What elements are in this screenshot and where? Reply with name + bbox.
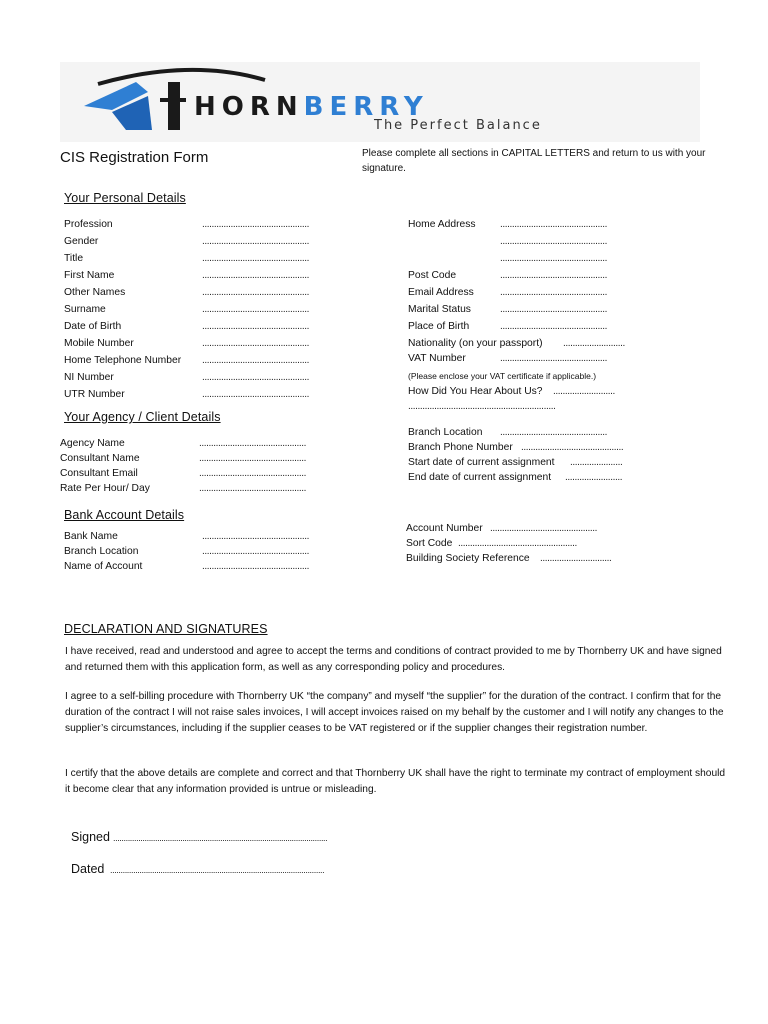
field-how-did-you-hear-line[interactable]: ..............................................................	[408, 401, 556, 412]
label-branch-phone: Branch Phone Number	[408, 442, 513, 453]
label-rate-per-hour: Rate Per Hour/ Day	[60, 483, 150, 494]
label-mobile-number: Mobile Number	[64, 338, 134, 349]
date-field[interactable]: ......................................................................................................	[110, 865, 325, 875]
label-start-date: Start date of current assignment	[408, 457, 555, 468]
declaration-paragraph-3: I certify that the above details are complete and correct and that Thornberry UK shall have the right to terminate my contract of employment should it become clear that any information provided is untrue or misleading.	[65, 768, 726, 795]
field-bank-name[interactable]: .............................................	[202, 531, 310, 542]
field-branch-location[interactable]: .............................................	[500, 427, 608, 438]
signed-label: Signed	[71, 830, 110, 844]
label-utr-number: UTR Number	[64, 389, 125, 400]
label-account-number: Account Number	[406, 523, 483, 534]
label-home-telephone: Home Telephone Number	[64, 355, 182, 366]
field-agency-name[interactable]: .............................................	[199, 438, 307, 449]
field-name-of-account[interactable]: .............................................	[202, 561, 310, 572]
field-date-of-birth[interactable]: .............................................	[202, 321, 310, 332]
field-ni-number[interactable]: .............................................	[202, 372, 310, 383]
label-bank-branch-location: Branch Location	[64, 546, 139, 557]
declaration-heading: DECLARATION AND SIGNATURES	[64, 622, 268, 636]
label-nationality: Nationality (on your passport)	[408, 338, 543, 349]
field-home-address-3[interactable]: .............................................	[500, 253, 608, 264]
field-other-names[interactable]: .............................................	[202, 287, 310, 298]
label-sort-code: Sort Code	[406, 538, 453, 549]
logo-t-bar	[160, 98, 186, 102]
logo-tagline: The Perfect Balance	[374, 118, 542, 133]
form-instructions: Please complete all sections in CAPITAL LETTERS and return to us with your signature.	[362, 148, 706, 174]
label-name-of-account: Name of Account	[64, 561, 143, 572]
field-post-code[interactable]: .............................................	[500, 270, 608, 281]
field-surname[interactable]: .............................................	[202, 304, 310, 315]
field-sort-code[interactable]: ..................................................	[458, 538, 577, 549]
field-marital-status[interactable]: .............................................	[500, 304, 608, 315]
label-title: Title	[64, 253, 84, 264]
field-consultant-email[interactable]: .............................................	[199, 468, 307, 479]
bank-details-heading: Bank Account Details	[64, 508, 185, 522]
label-building-society: Building Society Reference	[406, 553, 530, 564]
field-consultant-name[interactable]: .............................................	[199, 453, 307, 464]
label-first-name: First Name	[64, 270, 115, 281]
label-post-code: Post Code	[408, 270, 457, 281]
field-utr-number[interactable]: .............................................	[202, 389, 310, 400]
declaration-paragraph-1: I have received, read and understood and agree to accept the terms and conditions of contract provided to me by Thornberry UK and have signed and returned them with this application form, as well as any corresponding policy and procedures.	[65, 646, 722, 673]
label-profession: Profession	[64, 219, 113, 230]
label-agency-name: Agency Name	[60, 438, 125, 449]
label-bank-name: Bank Name	[64, 531, 118, 542]
label-consultant-name: Consultant Name	[60, 453, 140, 464]
field-first-name[interactable]: .............................................	[202, 270, 310, 281]
field-home-address-2[interactable]: .............................................	[500, 236, 608, 247]
thornberry-logo	[60, 62, 700, 142]
declaration-paragraph-2: I agree to a self-billing procedure with Thornberry UK “the company” and myself “the supplier” for the duration of the contract. I confirm that for the duration of the contract I will not raise sales invoices, I will accept invoices raised on my behalf by the customer and I will notify any changes to the supplier’s circumstances, including if the supplier ceases to be VAT registered or if the supplier changes their registration number.	[65, 691, 724, 734]
field-home-address-1[interactable]: .............................................	[500, 219, 608, 230]
field-place-of-birth[interactable]: .............................................	[500, 321, 608, 332]
label-surname: Surname	[64, 304, 106, 315]
label-other-names: Other Names	[64, 287, 126, 298]
field-gender[interactable]: .............................................	[202, 236, 310, 247]
label-marital-status: Marital Status	[408, 304, 471, 315]
label-ni-number: NI Number	[64, 372, 114, 383]
agency-details-heading: Your Agency / Client Details	[64, 410, 221, 424]
label-branch-location: Branch Location	[408, 427, 483, 438]
field-mobile-number[interactable]: .............................................	[202, 338, 310, 349]
field-how-did-you-hear[interactable]: ..........................	[553, 386, 615, 397]
label-how-did-you-hear: How Did You Hear About Us?	[408, 386, 543, 397]
label-email: Email Address	[408, 287, 474, 298]
field-end-date[interactable]: ........................	[565, 472, 623, 483]
field-email[interactable]: .............................................	[500, 287, 608, 298]
label-gender: Gender	[64, 236, 99, 247]
field-branch-phone[interactable]: ...........................................	[521, 442, 624, 453]
label-date-of-birth: Date of Birth	[64, 321, 122, 332]
vat-certificate-note: (Please enclose your VAT certificate if applicable.)	[408, 371, 597, 381]
field-bank-branch-location[interactable]: .............................................	[202, 546, 310, 557]
label-place-of-birth: Place of Birth	[408, 321, 470, 332]
logo-t-pillar	[168, 82, 180, 130]
logo-wordmark: HORNBERRY	[194, 92, 429, 122]
personal-details-heading: Your Personal Details	[64, 191, 186, 205]
label-end-date: End date of current assignment	[408, 472, 552, 483]
field-building-society[interactable]: ..............................	[540, 553, 612, 564]
field-profession[interactable]: .............................................	[202, 219, 310, 230]
field-nationality[interactable]: ..........................	[563, 338, 625, 349]
field-vat-number[interactable]: .............................................	[500, 353, 608, 364]
label-consultant-email: Consultant Email	[60, 468, 138, 479]
field-account-number[interactable]: .............................................	[490, 523, 598, 534]
field-home-telephone[interactable]: .............................................	[202, 355, 310, 366]
form-title: CIS Registration Form	[60, 149, 209, 166]
label-home-address: Home Address	[408, 219, 476, 230]
signature-field[interactable]: ......................................................................................................	[113, 833, 328, 843]
field-start-date[interactable]: ......................	[570, 457, 623, 468]
field-title[interactable]: .............................................	[202, 253, 310, 264]
field-rate-per-hour[interactable]: .............................................	[199, 483, 307, 494]
dated-label: Dated	[71, 862, 105, 876]
label-vat-number: VAT Number	[408, 353, 466, 364]
